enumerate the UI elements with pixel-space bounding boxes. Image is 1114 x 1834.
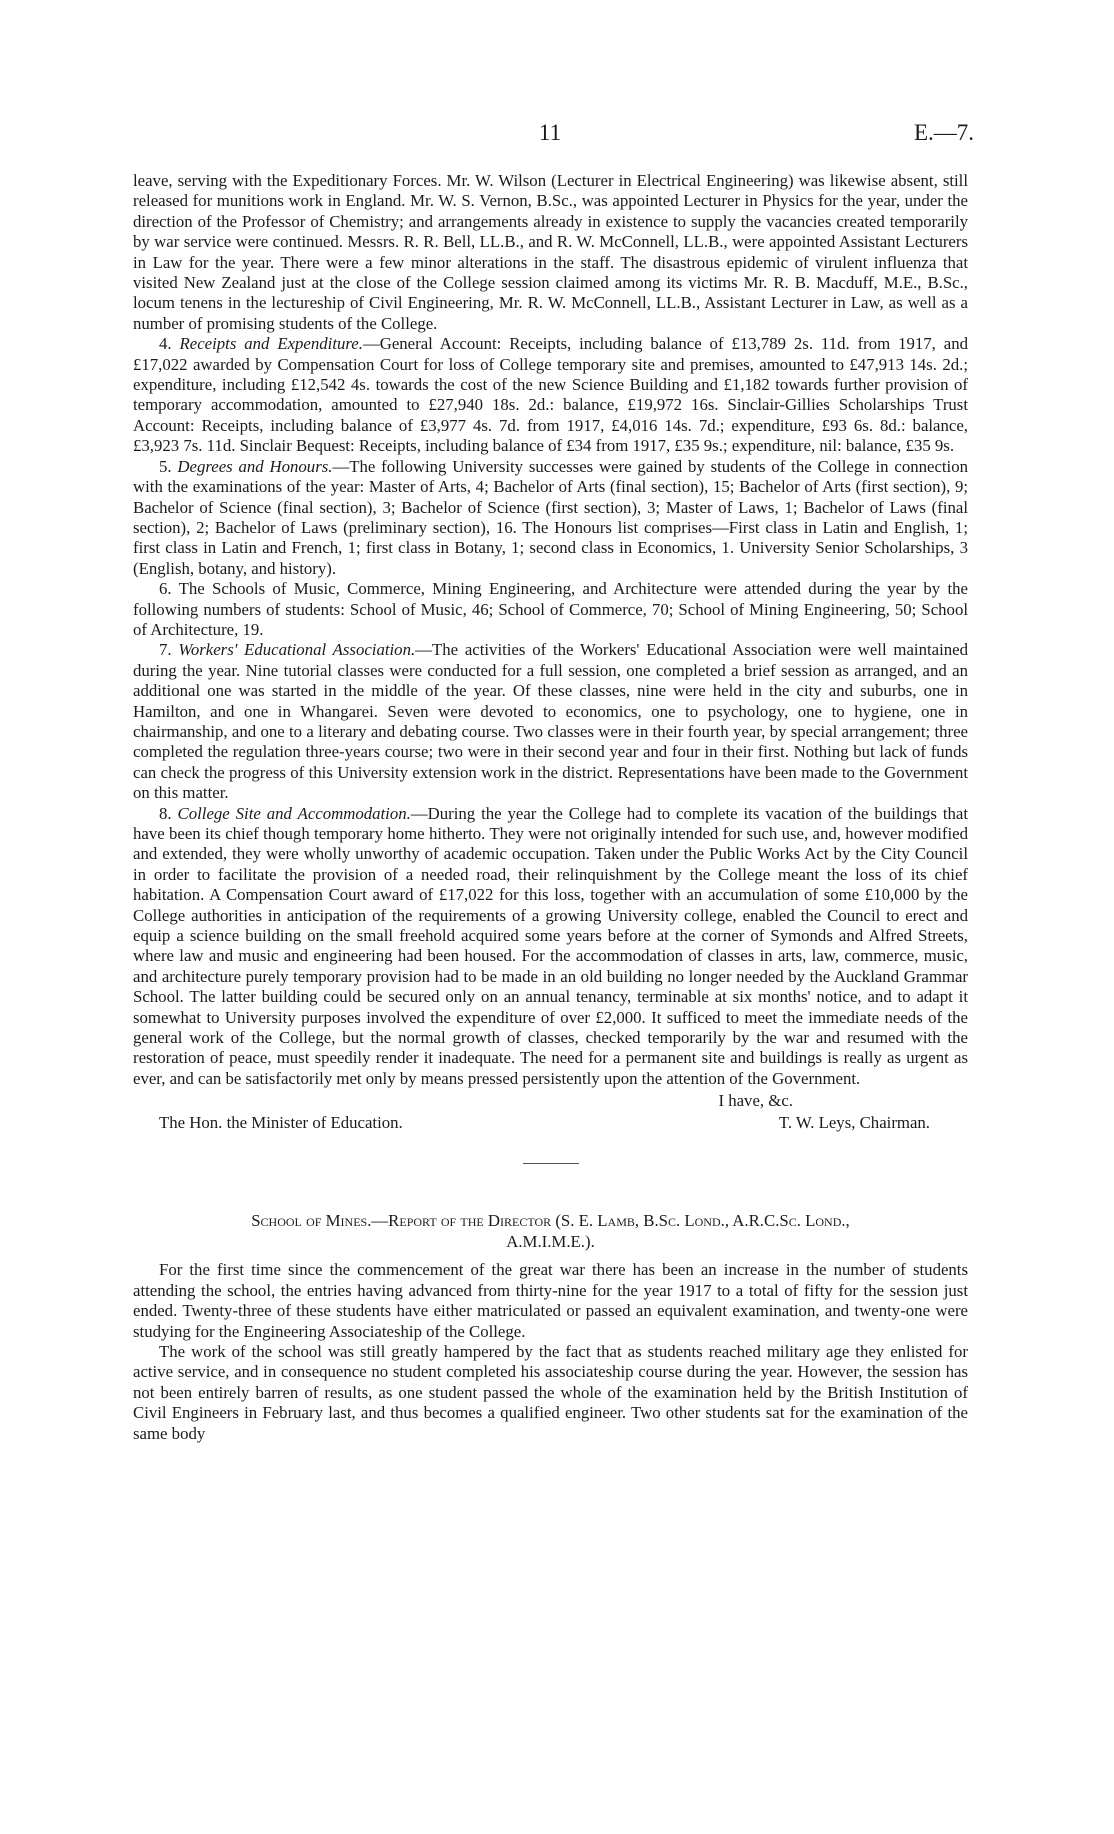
- section-number: 7.: [159, 640, 172, 660]
- section-schools: [133, 579, 968, 640]
- heading-line: School of Mines.—Report of the Director (S. E. Lamb, B.Sc. Lond., A.R.C.Sc. Lond.,: [251, 1211, 850, 1231]
- section-wea: [133, 640, 968, 803]
- signatory: T. W. Leys, Chairman.: [778, 1113, 930, 1133]
- section-title: Workers' Educational Association.: [178, 640, 416, 660]
- mines-paragraph: For the first time since the commencement of the great war there has been an increase in the number of students attending the school, the entries having advanced from thirty-nine for the year 1917 to a total of fifty for the session just ended. Twenty-three of these students have either matriculated or passed an equivalent examination, and twenty-one were studying for the Engineering Associateship of the College.: [133, 1260, 968, 1341]
- document-reference: E.—7.: [913, 120, 974, 145]
- section-divider: [523, 1163, 579, 1164]
- page-number: 11: [538, 120, 562, 145]
- section-title: Receipts and Expenditure.: [179, 334, 363, 354]
- intro-paragraph: leave, serving with the Expeditionary Forces. Mr. W. Wilson (Lecturer in Electrical Engineering) was likewise absent, still released for munitions work in England. Mr. W. S. Vernon, B.Sc., was appointed Lecturer in Physics for the year, under the direction of the Professor of Chemistry; and arrangements already in existence to supply the vacancies created temporarily by war service were continued. Messrs. R. R. Bell, LL.B., and R. W. McConnell, LL.B., were appointed Assistant Lecturers in Law for the year. There were a few minor alterations in the staff. The disastrous epidemic of virulent influenza that visited New Zealand just at the close of the College session claimed among its victims Mr. R. B. Macduff, M.E., B.Sc., locum tenens in the lectureship of Civil Engineering, Mr. R. W. McConnell, LL.B., Assistant Lecturer in Law, as well as a number of promising students of the College.: [133, 171, 968, 333]
- section-text: —The following University successes were gained by students of the College in connection with the examinations of the year: Master of Arts, 4; Bachelor of Arts (final section), 15; Bachelor of Arts (first section), 9; Bachelor of Science (final section), 3; Bachelor of Science (first section), 3; Master of Laws, 1; Bachelor of Laws (final section), 2; Bachelor of Laws (preliminary section), 16. The Honours list comprises—First class in Latin and English, 1; first class in Latin and French, 1; first class in Botany, 1; second class in Economics, 1. University Senior Scholarships, 3 (English, botany, and history).: [133, 456, 969, 578]
- section-title: Degrees and Honours.: [177, 456, 333, 476]
- mines-paragraph: The work of the school was still greatly hampered by the fact that as students reached military age they enlisted for active service, and in consequence no student completed his associateship course during the year. However, the session has not been entirely barren of results, as one student passed the whole of the examination held by the British Institution of Civil Engineers in February last, and thus becomes a qualified engineer. Two other students sat for the examination of the same body: [133, 1341, 968, 1443]
- school-of-mines-heading: [133, 1210, 968, 1252]
- section-text: —General Account: Receipts, including balance of £13,789 2s. 11d. from 1917, and £17,022 awarded by Compensation Court for loss of College temporary site and premises, amounted to £47,913 14s. 2d.; expenditure, including £12,542 4s. towards the cost of the new Science Building and £1,182 towards further provision of temporary accommodation, amounted to £27,940 18s. 2d.: balance, £19,972 16s. Sinclair-Gillies Scholarships Trust Account: Receipts, including balance of £3,977 4s. 7d. from 1917, £4,016 14s. 7d.; expenditure, £93 6s. 8d.: balance, £3,923 7s. 11d. Sinclair Bequest: Receipts, including balance of £34 from 1917, £35 9s.; expenditure, nil: balance, £35 9s.: [133, 334, 968, 456]
- section-college-site: [133, 804, 968, 1090]
- section-number: 4.: [159, 334, 172, 354]
- section-text: —The activities of the Workers' Educational Association were well maintained during the year. Nine tutorial classes were conducted for a full session, one completed a brief session as arranged, and an additional one was started in the middle of the year. Of these classes, nine were held in the city and suburbs, one in Hamilton, and one in Whangarei. Seven were devoted to economics, one to psychology, one to hygiene, one in chairmanship, and one to a literary and debating course. Two classes were in their fourth year, by special arrangement; three completed the regulation three-years course; two were in their second year and four in their first. Nothing but lack of funds can check the progress of this University extension work in the district. Representations have been made to the Government on this matter.: [133, 640, 968, 803]
- section-title: College Site and Accommodation.: [177, 803, 411, 823]
- addressee: The Hon. the Minister of Education.: [159, 1113, 403, 1133]
- heading-line: A.M.I.M.E.).: [506, 1232, 595, 1252]
- section-text: —During the year the College had to complete its vacation of the buildings that have been its chief though temporary home hitherto. They were not originally intended for such use, and, however modified and extended, they were wholly unworthy of academic occupation. Taken under the Public Works Act by the City Council in order to facilitate the provision of a needed road, their relinquishment by the College meant the loss of its chief habitation. A Compensation Court award of £17,022 for this loss, together with an accumulation of some £10,000 by the College authorities in anticipation of the requirements of a growing University college, enabled the Council to erect and equip a science building on the small freehold acquired some years before at the corner of Symonds and Alfred Streets, where law and music and engineering had been housed. For the accommodation of classes in arts, law, commerce, music, and architecture purely temporary provision had to be made in an old building no longer needed by the Auckland Grammar School. The latter building could be secured only on an annual tenancy, terminable at six months' notice, and to adapt it somewhat to University purposes involved the expenditure of over £2,000. It sufficed to meet the immediate needs of the general work of the College, but the normal growth of classes, checked temporarily by the war and resumed with the restoration of peace, must speedily render it inadequate. The need for a permanent site and buildings is really as urgent as ever, and can be satisfactorily met only by means pressed persistently upon the attention of the Government.: [133, 803, 968, 1088]
- section-receipts: [133, 334, 968, 456]
- closing: I have, &c.: [718, 1091, 793, 1111]
- report-body: [133, 171, 968, 1444]
- section-number: 5.: [159, 456, 172, 476]
- section-degrees: [133, 457, 968, 579]
- section-number: 8.: [159, 803, 172, 823]
- section-number: 6.: [159, 579, 172, 599]
- signature-block: [133, 1089, 968, 1135]
- section-text: The Schools of Music, Commerce, Mining Engineering, and Architecture were attended during the year by the following numbers of students: School of Music, 46; School of Commerce, 70; School of Mining Engineering, 50; School of Architecture, 19.: [133, 579, 968, 639]
